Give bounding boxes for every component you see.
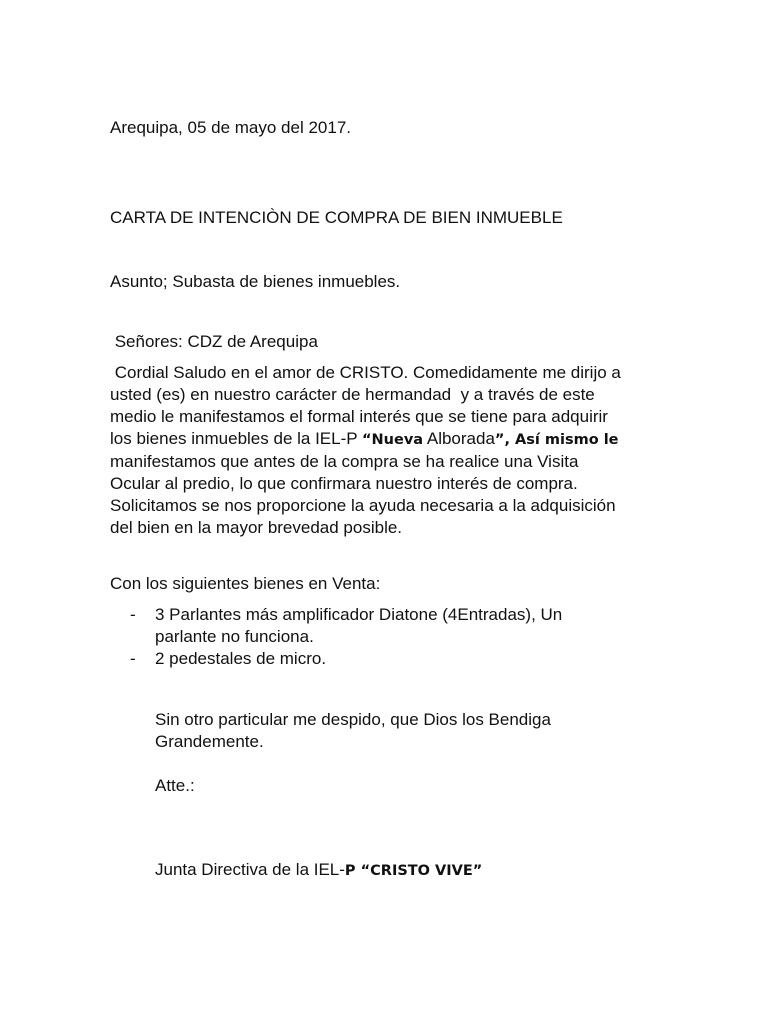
- letter-salutation: Señores: CDZ de Arequipa: [110, 332, 318, 351]
- body-line: Solicitamos se nos proporcione la ayuda necesaria a la adquisición: [110, 496, 616, 515]
- list-item-text: parlante no funciona.: [155, 627, 314, 646]
- organization-name: Alborada: [423, 429, 495, 448]
- body-line: [110, 428, 621, 451]
- letter-subject: Asunto; Subasta de bienes inmuebles.: [110, 272, 401, 291]
- close-quote: ”: [472, 863, 483, 879]
- body-line: manifestamos que antes de la compra se ha realice una Visita: [110, 452, 579, 471]
- signature-text: Junta Directiva de la IEL-: [155, 860, 345, 879]
- body-line: Cordial Saludo en el amor de CRISTO. Comedidamente me dirijo a: [110, 363, 621, 382]
- list-item-text: 2 pedestales de micro.: [155, 649, 327, 668]
- body-text-bold: Así mismo le: [515, 432, 619, 448]
- body-line: medio le manifestamos el formal interés que se tiene para adquirir: [110, 407, 608, 426]
- signature-letter: P: [344, 863, 356, 879]
- letter-regards: Atte.:: [155, 776, 195, 795]
- letter-title: CARTA DE INTENCIÒN DE COMPRA DE BIEN INMUEBLE: [110, 208, 563, 227]
- letter-date: Arequipa, 05 de mayo del 2017.: [110, 118, 352, 137]
- letter-body: [110, 362, 621, 539]
- body-line: Ocular al predio, lo que confirmara nuestro interés de compra.: [110, 474, 578, 493]
- signature-organization-name: CRISTO VIVE: [370, 863, 473, 879]
- list-item-text: 3 Parlantes más amplificador Diatone (4Entradas), Un: [155, 605, 563, 624]
- open-quote: “: [362, 432, 372, 448]
- closing-line: Grandemente.: [155, 732, 264, 751]
- organization-name-bold: Nueva: [371, 432, 424, 448]
- open-quote: “: [355, 863, 371, 879]
- body-text: los bienes inmuebles de la IEL-P: [110, 429, 363, 448]
- dash-bullet-icon: -: [130, 605, 136, 624]
- letter-signature: [155, 859, 482, 882]
- goods-list: [130, 604, 562, 670]
- list-item: [130, 604, 562, 648]
- body-line: usted (es) en nuestro carácter de hermandad y a través de este: [110, 385, 595, 404]
- close-quote: ”,: [494, 432, 516, 448]
- goods-intro: Con los siguientes bienes en Venta:: [110, 574, 381, 593]
- list-item: [130, 648, 562, 670]
- body-line: del bien en la mayor brevedad posible.: [110, 518, 403, 537]
- closing-line: Sin otro particular me despido, que Dios los Bendiga: [155, 710, 551, 729]
- letter-closing: [155, 709, 551, 753]
- dash-bullet-icon: -: [130, 649, 136, 668]
